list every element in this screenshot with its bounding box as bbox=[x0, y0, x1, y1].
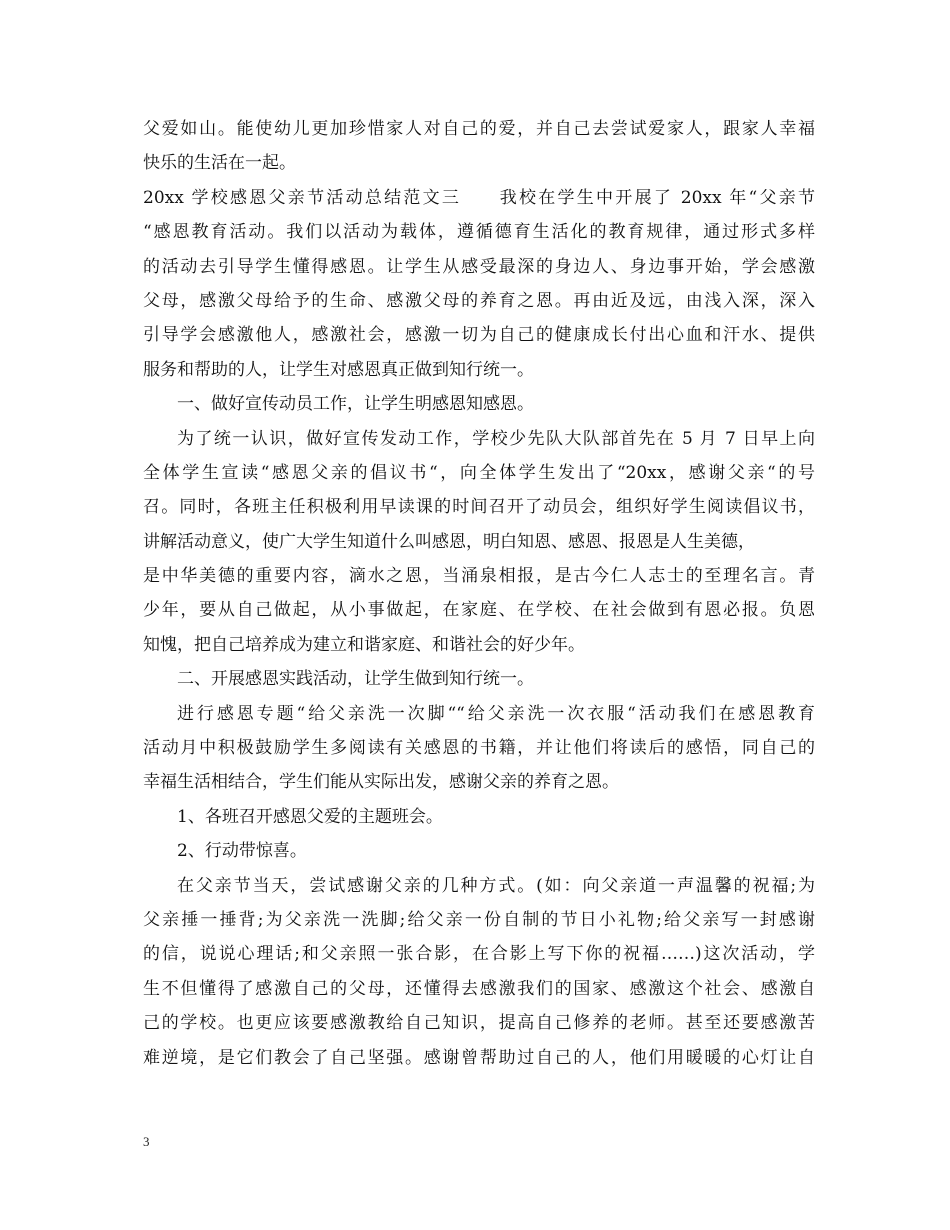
text-line: 的活动去引导学生懂得感恩。让学生从感受最深的身边人、身边事开始，学会感激 bbox=[143, 256, 815, 277]
text-line: 幸福生活相结合，学生们能从实际出发，感谢父亲的养育之恩。 bbox=[143, 772, 619, 793]
text-line: 为了统一认识，做好宣传发动工作，学校少先队大队部首先在 5 月 7 日早上向 bbox=[177, 428, 815, 449]
text-line: 的信，说说心理话;和父亲照一张合影，在合影上写下你的祝福……)这次活动，学 bbox=[143, 944, 815, 965]
text-line: 父爱如山。能使幼儿更加珍惜家人对自己的爱，并自己去尝试爱家人，跟家人幸福 bbox=[143, 119, 815, 139]
section-heading: 二、开展感恩实践活动，让学生做到知行统一。 bbox=[177, 669, 534, 690]
text-line: 在父亲节当天，尝试感谢父亲的几种方式。(如：向父亲道一声温馨的祝福;为 bbox=[177, 875, 815, 896]
text-line: 引导学会感激他人，感激社会，感激一切为自己的健康成长付出心血和汗水、提供 bbox=[143, 325, 815, 346]
text-line: 召。同时，各班主任积极利用早读课的时间召开了动员会，组织好学生阅读倡议书， bbox=[143, 497, 815, 518]
section-heading: 一、做好宣传动员工作，让学生明感恩知感恩。 bbox=[177, 394, 534, 415]
text-line: 难逆境，是它们教会了自己坚强。感谢曾帮助过自己的人，他们用暖暖的心灯让自 bbox=[143, 1047, 815, 1068]
list-item: 1、各班召开感恩父爱的主题班会。 bbox=[177, 806, 443, 827]
text-line: 进行感恩专题“给父亲洗一次脚““给父亲洗一次衣服“活动我们在感恩教育 bbox=[177, 703, 815, 724]
list-item: 2、行动带惊喜。 bbox=[177, 841, 307, 862]
text-line: 讲解活动意义，使广大学生知道什么叫感恩，明白知恩、感恩、报恩是人生美德， bbox=[143, 531, 755, 552]
text-line: 快乐的生活在一起。 bbox=[143, 153, 296, 174]
text-line: 全体学生宣读“感恩父亲的倡议书“，向全体学生发出了“20xx，感谢父亲“的号 bbox=[143, 462, 815, 483]
text-line: 父亲捶一捶背;为父亲洗一洗脚;给父亲一份自制的节日小礼物;给父亲写一封感谢 bbox=[143, 909, 815, 930]
text-line: 是中华美德的重要内容，滴水之恩，当涌泉相报，是古今仁人志士的至理名言。青 bbox=[143, 566, 815, 587]
text-line: 知愧，把自己培养成为建立和谐家庭、和谐社会的好少年。 bbox=[143, 634, 585, 655]
text-line: 20xx 学校感恩父亲节活动总结范文三 我校在学生中开展了 20xx 年“父亲节 bbox=[143, 187, 815, 208]
document-body bbox=[143, 112, 815, 1075]
text-line: 己的学校。也更应该要感激教给自己知识，提高自己修养的老师。甚至还要感激苦 bbox=[143, 1013, 815, 1034]
text-line: 生不但懂得了感激自己的父母，还懂得去感激我们的国家、感激这个社会、感激自 bbox=[143, 978, 815, 999]
text-line: 父母，感激父母给予的生命、感激父母的养育之恩。再由近及远，由浅入深，深入 bbox=[143, 290, 815, 311]
text-line: 少年，要从自己做起，从小事做起，在家庭、在学校、在社会做到有恩必报。负恩 bbox=[143, 600, 815, 621]
text-line: 服务和帮助的人，让学生对感恩真正做到知行统一。 bbox=[143, 359, 534, 380]
text-line: 活动月中积极鼓励学生多阅读有关感恩的书籍，并让他们将读后的感悟，同自己的 bbox=[143, 738, 815, 759]
text-line: “感恩教育活动。我们以活动为载体，遵循德育生活化的教育规律，通过形式多样 bbox=[143, 222, 815, 243]
page-number: 3 bbox=[143, 1134, 150, 1149]
